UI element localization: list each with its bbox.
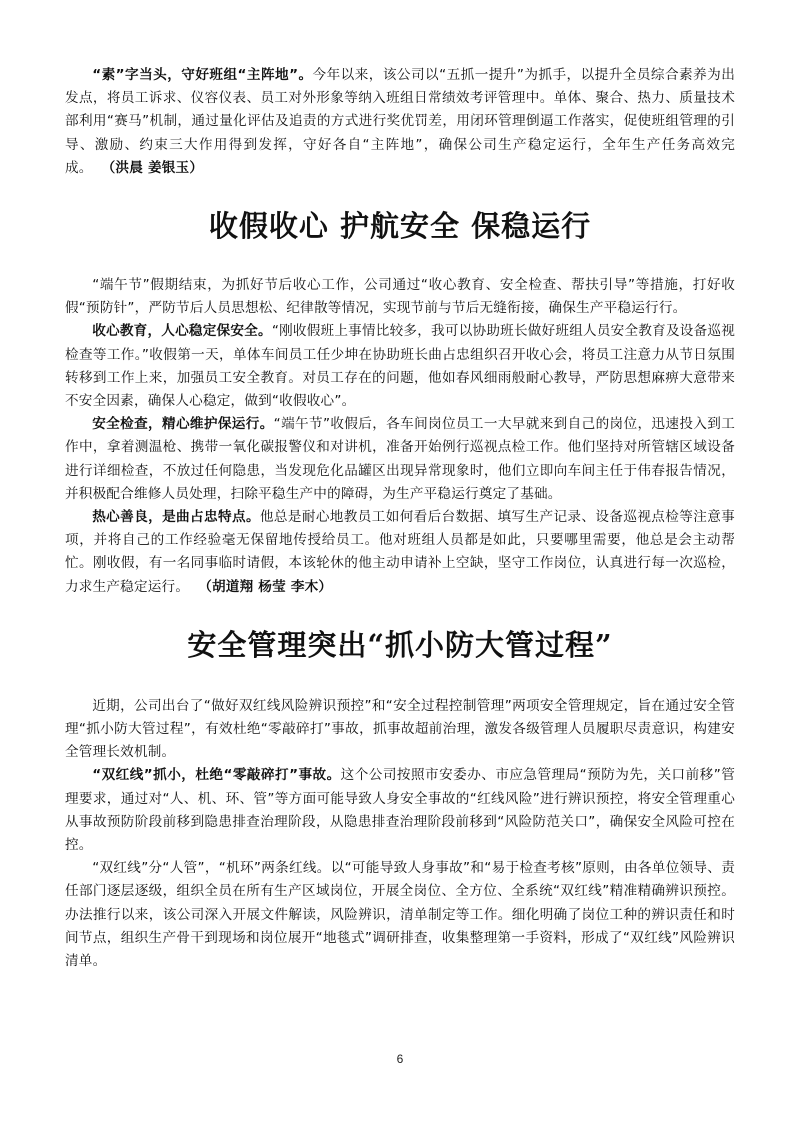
paragraph-an-quan-jian-cha [65, 413, 735, 506]
author-byline: （洪晨 姜银玉） [101, 159, 204, 176]
page-number: 6 [396, 1052, 404, 1066]
paragraph-lead: “双红线”抓小，杜绝“零敲碎打”事故。 [92, 767, 341, 784]
paragraph-lead: 收心教育，人心稳定保安全。 [92, 323, 272, 340]
paragraph-shou-xin [65, 320, 735, 413]
paragraph-ban-zu [65, 64, 735, 180]
paragraph-lead: 安全检查，精心维护保运行。 [92, 416, 274, 433]
article-intro: “端午节”假期结束，为抓好节后收心工作，公司通过“收心教育、安全检查、帮扶引导”等措施，打好收假“预防针”，严防节后人员思想松、纪律散等情况，实现节前与节后无缝衔接，确保生产平稳运行行。 [65, 277, 735, 317]
paragraph-text: 今年以来，该公司以“五抓一提升”为抓手，以提升全员综合素养为出发点，将员工诉求、仪容仪表、员工对外形象等纳入班组日常绩效考评管理中。单体、聚合、热力、质量技术部利用“赛马”机制，通过量化评估及追责的方式进行奖优罚差，用闭环管理倒逼工作落实，促使班组管理的引导、激励、约束三大作用得到发挥，守好各自“主阵地”，确保公司生产稳定运行，全年生产任务高效完成。 [65, 67, 735, 176]
paragraph-text: “端午节”收假后，各车间岗位员工一大早就来到自己的岗位，迅速投入到工作中，拿着测温枪、携带一氧化碳报警仪和对讲机，准备开始例行巡视点检工作。他们坚持对所管辖区域设备进行详细检查，不放过任何隐患，当发现危化品罐区出现异常现象时，他们立即向车间主任于伟春报告情况，并积极配合维修人员处理，扫除平稳生产中的障碍，为生产平稳运行奠定了基础。 [65, 416, 735, 502]
article-intro: 近期，公司出台了“做好双红线风险辨识预控”和“安全过程控制管理”两项安全管理规定，旨在通过安全管理“抓小防大管过程”，有效杜绝“零敲碎打”事故，抓事故超前治理，激发各级管理人员履职尽责意识，构建安全管理长效机制。 [65, 697, 735, 761]
paragraph-text: 他总是耐心地教员工如何看后台数据、填写生产记录、设备巡视点检等注意事项，并将自己的工作经验毫无保留地传授给员工。他对班组人员都是如此，只要哪里需要，他总是会主动帮忙。刚收假，有一名同事临时请假，本该轮休的他主动申请补上空缺，坚守工作岗位，认真进行每一次巡检，力求生产稳定运行。 [65, 509, 735, 595]
article-title: 安全管理突出“抓小防大管过程” [187, 627, 613, 662]
paragraph-text: 这个公司按照市安委办、市应急管理局“预防为先，关口前移”管理要求，通过对“人、机、环、管”等方面可能导致人身安全事故的“红线风险”进行辨识预控，将安全管理重心从事故预防阶段前移到隐患排查治理阶段，从隐患排查治理阶段前移到“风险防范关口”，确保安全风险可控在控。 [65, 767, 735, 854]
paragraph-text: “刚收假班上事情比较多，我可以协助班长做好班组人员安全教育及设备巡视检查等工作。”收假第一天，单体车间员工任少坤在协助班长曲占忠组织召开收心会，将员工注意力从节日氛围转移到工作上来，加强员工安全教育。对员工存在的问题，他如春风细雨般耐心教导，严防思想麻痹大意带来不安全因素，确保人心稳定，做到“收假收心”。 [65, 323, 735, 410]
paragraph-ren-guan-ji-huan: “双红线”分“人管”，“机环”两条红线。以“可能导致人身事故”和“易于检查考核”原则，由各单位领导、责任部门逐层逐级，组织全员在所有生产区域岗位，开展全岗位、全方位、全系统“双红线”精准精确辨识预控。办法推行以来，该公司深入开展文件解读，风险辨识，清单制定等工作。细化明确了岗位工种的辨识责任和时间节点，组织生产骨干到现场和岗位展开“地毯式”调研排查，收集整理第一手资料，形成了“双红线”风险辨识清单。 [65, 860, 735, 970]
article-title: 收假收心 护航安全 保稳运行 [208, 209, 592, 244]
paragraph-lead: 热心善良，是曲占忠特点。 [92, 509, 260, 526]
paragraph-re-xin-shan-liang [65, 506, 735, 599]
document-page [65, 64, 735, 973]
paragraph-lead: “素”字当头，守好班组“主阵地”。 [92, 67, 313, 83]
paragraph-shuang-hong-xian [65, 764, 735, 857]
author-byline: （胡道翔 杨莹 李木） [198, 578, 333, 595]
